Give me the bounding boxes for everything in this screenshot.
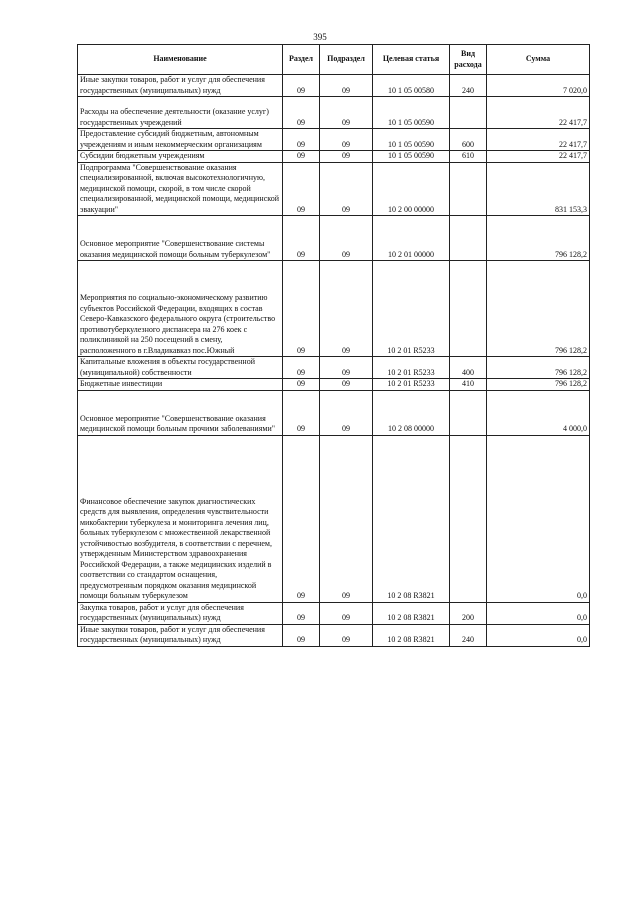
row-amount: 796 128,2 xyxy=(487,216,590,261)
row-expense-type: 610 xyxy=(450,151,487,163)
table-row xyxy=(78,435,590,602)
row-name: Подпрограмма "Совершенствование оказания специализированной, включая высокотехнологичную, медицинской помощи, скорой, в том числе скорой специализированной, медицинской помощи, медицинской эвакуации" xyxy=(78,162,283,216)
table-row xyxy=(78,162,590,216)
row-target: 10 1 05 00590 xyxy=(373,97,450,129)
row-name: Основное мероприятие "Совершенствование системы оказания медицинской помощи больным туберкулезом" xyxy=(78,216,283,261)
row-amount: 7 020,0 xyxy=(487,75,590,97)
row-expense-type xyxy=(450,162,487,216)
row-section: 09 xyxy=(283,379,320,391)
row-section: 09 xyxy=(283,216,320,261)
row-name: Субсидии бюджетным учреждениям xyxy=(78,151,283,163)
row-target: 10 2 08 R3821 xyxy=(373,435,450,602)
row-name: Капитальные вложения в объекты государственной (муниципальной) собственности xyxy=(78,357,283,379)
page-number: 395 xyxy=(313,32,327,42)
row-name: Финансовое обеспечение закупок диагностических средств для выявления, определения чувствительности микобактерии туберкулеза и мониторинга лечения лиц, больных туберкулезом с множественной лекарственной устойчивостью возбудителя, в соответствии с перечнем, утвержденным Министерством здравоохранения Российской Федерации, а также медицинских изделий в соответствии со стандартом оснащения, предусмотренным порядком оказания медицинской помощи больным туберкулезом xyxy=(78,435,283,602)
row-section: 09 xyxy=(283,129,320,151)
row-amount: 0,0 xyxy=(487,602,590,624)
row-subsection: 09 xyxy=(320,129,373,151)
row-amount: 796 128,2 xyxy=(487,261,590,357)
table-row xyxy=(78,379,590,391)
row-section: 09 xyxy=(283,162,320,216)
row-name: Иные закупки товаров, работ и услуг для обеспечения государственных (муниципальных) нужд xyxy=(78,75,283,97)
row-subsection: 09 xyxy=(320,390,373,435)
row-section: 09 xyxy=(283,151,320,163)
table-row xyxy=(78,624,590,646)
row-amount: 831 153,3 xyxy=(487,162,590,216)
row-target: 10 1 05 00580 xyxy=(373,75,450,97)
row-section: 09 xyxy=(283,624,320,646)
row-expense-type: 240 xyxy=(450,624,487,646)
row-amount: 0,0 xyxy=(487,624,590,646)
header-amount: Сумма xyxy=(487,45,590,75)
row-subsection: 09 xyxy=(320,379,373,391)
row-target: 10 2 08 R3821 xyxy=(373,602,450,624)
row-subsection: 09 xyxy=(320,602,373,624)
row-subsection: 09 xyxy=(320,357,373,379)
row-subsection: 09 xyxy=(320,162,373,216)
row-target: 10 2 08 00000 xyxy=(373,390,450,435)
header-section: Раздел xyxy=(283,45,320,75)
row-section: 09 xyxy=(283,261,320,357)
row-target: 10 1 05 00590 xyxy=(373,129,450,151)
row-target: 10 2 00 00000 xyxy=(373,162,450,216)
row-name: Бюджетные инвестиции xyxy=(78,379,283,391)
row-target: 10 2 01 R5233 xyxy=(373,379,450,391)
row-subsection: 09 xyxy=(320,75,373,97)
row-name: Расходы на обеспечение деятельности (оказание услуг) государственных учреждений xyxy=(78,97,283,129)
row-expense-type: 400 xyxy=(450,357,487,379)
header-expense-type: Вид расхода xyxy=(450,45,487,75)
table-row xyxy=(78,151,590,163)
row-expense-type: 200 xyxy=(450,602,487,624)
row-expense-type xyxy=(450,390,487,435)
header-target: Целевая статья xyxy=(373,45,450,75)
budget-table xyxy=(77,44,590,647)
row-target: 10 2 01 R5233 xyxy=(373,357,450,379)
row-expense-type: 410 xyxy=(450,379,487,391)
row-amount: 22 417,7 xyxy=(487,97,590,129)
row-name: Основное мероприятие "Совершенствование оказания медицинской помощи больным прочими заболеваниями" xyxy=(78,390,283,435)
row-subsection: 09 xyxy=(320,97,373,129)
row-amount: 796 128,2 xyxy=(487,379,590,391)
row-section: 09 xyxy=(283,357,320,379)
row-target: 10 2 08 R3821 xyxy=(373,624,450,646)
row-amount: 0,0 xyxy=(487,435,590,602)
row-name: Иные закупки товаров, работ и услуг для обеспечения государственных (муниципальных) нужд xyxy=(78,624,283,646)
header-subsection: Подраздел xyxy=(320,45,373,75)
row-subsection: 09 xyxy=(320,624,373,646)
row-section: 09 xyxy=(283,75,320,97)
row-expense-type xyxy=(450,216,487,261)
row-name: Мероприятия по социально-экономическому развитию субъектов Российской Федерации, входящих в состав Северо-Кавказского федерального округа (строительство противотуберкулезного диспансера на 276 коек с поликлиникой на 250 посещений в смену, расположенного в г.Владикавказ пос.Южный xyxy=(78,261,283,357)
row-target: 10 1 05 00590 xyxy=(373,151,450,163)
row-amount: 22 417,7 xyxy=(487,129,590,151)
table-row xyxy=(78,75,590,97)
table-row xyxy=(78,261,590,357)
row-name: Предоставление субсидий бюджетным, автономным учреждениям и иным некоммерческим организациям xyxy=(78,129,283,151)
table-row xyxy=(78,602,590,624)
row-expense-type xyxy=(450,261,487,357)
row-section: 09 xyxy=(283,435,320,602)
table-row xyxy=(78,357,590,379)
row-subsection: 09 xyxy=(320,216,373,261)
table-row xyxy=(78,390,590,435)
table-header-row xyxy=(78,45,590,75)
row-amount: 796 128,2 xyxy=(487,357,590,379)
row-section: 09 xyxy=(283,97,320,129)
row-section: 09 xyxy=(283,390,320,435)
table-row xyxy=(78,129,590,151)
table-row xyxy=(78,97,590,129)
row-name: Закупка товаров, работ и услуг для обеспечения государственных (муниципальных) нужд xyxy=(78,602,283,624)
row-amount: 22 417,7 xyxy=(487,151,590,163)
row-expense-type xyxy=(450,97,487,129)
row-amount: 4 000,0 xyxy=(487,390,590,435)
row-expense-type: 600 xyxy=(450,129,487,151)
row-subsection: 09 xyxy=(320,435,373,602)
row-target: 10 2 01 R5233 xyxy=(373,261,450,357)
row-target: 10 2 01 00000 xyxy=(373,216,450,261)
row-subsection: 09 xyxy=(320,261,373,357)
row-subsection: 09 xyxy=(320,151,373,163)
header-name: Наименование xyxy=(78,45,283,75)
row-section: 09 xyxy=(283,602,320,624)
row-expense-type xyxy=(450,435,487,602)
row-expense-type: 240 xyxy=(450,75,487,97)
table-row xyxy=(78,216,590,261)
